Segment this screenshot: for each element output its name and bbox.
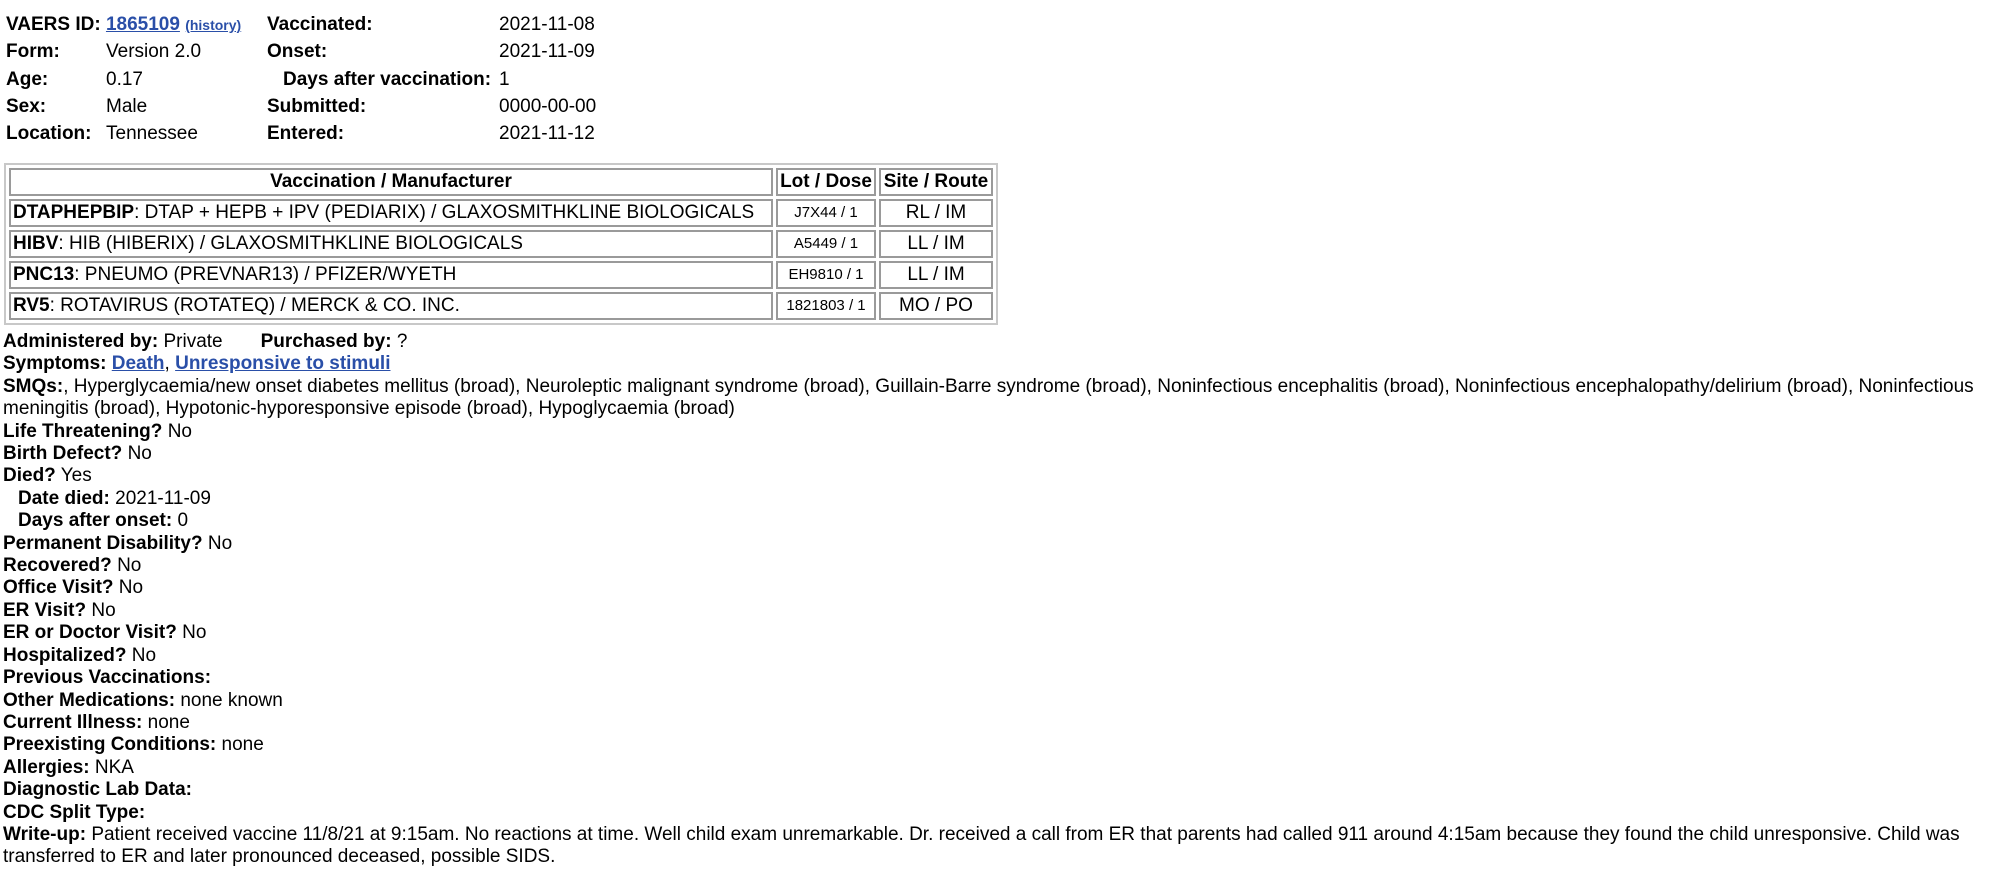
vaccination-table-header <box>9 168 993 196</box>
current-illness-line <box>3 712 1997 734</box>
onset-value: 2021-11-09 <box>499 41 595 63</box>
vaccine-code: DTAPHEPBIP <box>13 202 135 223</box>
vaccine-code: HIBV <box>13 233 59 254</box>
recovered-line <box>3 555 1997 577</box>
vaccination-row <box>9 261 993 289</box>
site-route-cell: LL / IM <box>879 261 993 289</box>
submitted-value: 0000-00-00 <box>499 95 597 117</box>
onset-label: Onset: <box>267 41 328 63</box>
vaers-id-field <box>6 11 241 39</box>
entered-value: 2021-11-12 <box>499 123 595 145</box>
permanent-disability-label: Permanent Disability? <box>3 532 203 554</box>
site-route-cell: LL / IM <box>879 230 993 258</box>
previous-vaccinations-line <box>3 667 1997 689</box>
vaccination-row <box>9 199 993 227</box>
allergies-label: Allergies: <box>3 756 90 778</box>
vaccine-code: PNC13 <box>13 264 75 285</box>
smqs-line <box>3 376 1997 421</box>
entered-label: Entered: <box>267 123 345 145</box>
col-lot-dose: Lot / Dose <box>776 168 876 196</box>
administered-value: Private <box>163 331 223 352</box>
vaccine-name-cell <box>9 230 773 258</box>
vaccine-description: : PNEUMO (PREVNAR13) / PFIZER/WYETH <box>74 264 457 285</box>
vaccination-row <box>9 292 993 320</box>
er-doctor-visit-line <box>3 622 1997 644</box>
age-value: 0.17 <box>106 68 143 90</box>
died-line <box>3 465 1997 487</box>
other-medications-label: Other Medications: <box>3 689 176 711</box>
birth-defect-label: Birth Defect? <box>3 443 123 465</box>
other-medications-value: none known <box>180 689 283 711</box>
location-label: Location: <box>6 123 92 145</box>
died-value: Yes <box>60 465 92 487</box>
vaccination-table <box>4 163 998 325</box>
vaccine-description: : DTAP + HEPB + IPV (PEDIARIX) / GLAXOSMITHKLINE BIOLOGICALS <box>134 202 755 223</box>
days-after-onset-label: Days after onset: <box>18 510 173 532</box>
purchased-label: Purchased by: <box>260 331 392 352</box>
vaccine-description: : ROTAVIRUS (ROTATEQ) / MERCK & CO. INC. <box>49 295 460 316</box>
lot-dose-cell: 1821803 / 1 <box>776 292 876 320</box>
diagnostic-lab-data-label: Diagnostic Lab Data: <box>3 779 192 801</box>
symptom-separator: , <box>164 353 170 375</box>
report-details <box>3 331 1997 869</box>
submitted-label: Submitted: <box>267 95 367 117</box>
symptoms-label: Symptoms: <box>3 353 107 375</box>
diagnostic-lab-data-line <box>3 779 1997 801</box>
days-after-onset-value: 0 <box>177 510 189 532</box>
er-doctor-visit-value: No <box>182 622 207 644</box>
write-up-line <box>3 824 1997 869</box>
preexisting-conditions-label: Preexisting Conditions: <box>3 734 217 756</box>
cdc-split-type-line <box>3 802 1997 824</box>
office-visit-value: No <box>118 577 144 599</box>
lot-dose-cell: A5449 / 1 <box>776 230 876 258</box>
recovered-label: Recovered? <box>3 555 112 577</box>
allergies-value: NKA <box>94 756 134 778</box>
symptom-link-unresponsive[interactable]: Unresponsive to stimuli <box>175 353 391 375</box>
purchased-value: ? <box>396 331 408 352</box>
symptoms-line <box>3 353 1997 375</box>
previous-vaccinations-label: Previous Vaccinations: <box>3 667 212 689</box>
write-up-label: Write-up: <box>3 823 87 845</box>
form-value: Version 2.0 <box>106 41 202 63</box>
vaers-id-label: VAERS ID: <box>6 14 101 35</box>
days-after-onset-line <box>3 510 1997 532</box>
col-site-route: Site / Route <box>879 168 993 196</box>
form-label: Form: <box>6 41 60 63</box>
vaccination-row <box>9 230 993 258</box>
date-died-line <box>3 488 1997 510</box>
current-illness-label: Current Illness: <box>3 711 143 733</box>
preexisting-conditions-value: none <box>221 734 264 756</box>
birth-defect-line <box>3 443 1997 465</box>
history-link[interactable]: (history) <box>185 17 242 33</box>
allergies-line <box>3 757 1997 779</box>
vaccine-name-cell <box>9 199 773 227</box>
hospitalized-label: Hospitalized? <box>3 644 127 666</box>
recovered-value: No <box>117 555 142 577</box>
vaers-id-link[interactable]: 1865109 <box>105 14 180 35</box>
date-died-label: Date died: <box>18 487 110 509</box>
administered-purchased-line <box>3 331 1997 353</box>
days-after-vaccination-value: 1 <box>499 68 510 90</box>
lot-dose-cell: EH9810 / 1 <box>776 261 876 289</box>
vaccine-description: : HIB (HIBERIX) / GLAXOSMITHKLINE BIOLOGICALS <box>58 233 523 254</box>
smqs-value: , Hyperglycaemia/new onset diabetes mellitus (broad), Neuroleptic malignant syndrome (broad), Guillain-Barre syndrome (broad), Noninfectious encephalitis (broad), Noninfectious encephalopathy/delirium (broad), Noninfectious meningitis (broad), Hypotonic-hyporesponsive episode (broad), Hypoglycaemia (broad) <box>3 375 1974 420</box>
write-up-value: Patient received vaccine 11/8/21 at 9:15am. No reactions at time. Well child exam unremarkable. Dr. received a call from ER that parents had called 911 around 4:15am because they found the child unresponsive. Child was transferred to ER and later pronounced deceased, possible SIDS. <box>3 823 1960 868</box>
other-medications-line <box>3 690 1997 712</box>
days-after-vaccination-label: Days after vaccination: <box>283 68 492 90</box>
date-died-value: 2021-11-09 <box>115 487 211 509</box>
er-visit-label: ER Visit? <box>3 599 87 621</box>
sex-value: Male <box>106 95 148 117</box>
life-threatening-line <box>3 421 1997 443</box>
er-doctor-visit-label: ER or Doctor Visit? <box>3 622 177 644</box>
col-vaccination-manufacturer: Vaccination / Manufacturer <box>9 168 773 196</box>
hospitalized-value: No <box>131 644 157 666</box>
died-label: Died? <box>3 465 56 487</box>
preexisting-conditions-line <box>3 734 1997 756</box>
er-visit-line <box>3 600 1997 622</box>
current-illness-value: none <box>147 711 190 733</box>
site-route-cell: MO / PO <box>879 292 993 320</box>
vaccine-name-cell <box>9 292 773 320</box>
vaccinated-label: Vaccinated: <box>267 14 373 35</box>
smqs-label: SMQs: <box>3 375 64 397</box>
hospitalized-line <box>3 645 1997 667</box>
age-label: Age: <box>6 68 49 90</box>
life-threatening-value: No <box>167 420 192 442</box>
vaccine-code: RV5 <box>13 295 50 316</box>
symptom-link-death[interactable]: Death <box>111 353 165 375</box>
administered-label: Administered by: <box>3 331 159 352</box>
birth-defect-value: No <box>127 443 152 465</box>
permanent-disability-line <box>3 533 1997 555</box>
life-threatening-label: Life Threatening? <box>3 420 163 442</box>
lot-dose-cell: J7X44 / 1 <box>776 199 876 227</box>
location-value: Tennessee <box>106 123 198 145</box>
site-route-cell: RL / IM <box>879 199 993 227</box>
vaccinated-value: 2021-11-08 <box>499 14 595 35</box>
cdc-split-type-label: CDC Split Type: <box>3 801 146 823</box>
office-visit-line <box>3 577 1997 599</box>
office-visit-label: Office Visit? <box>3 577 114 599</box>
sex-label: Sex: <box>6 95 47 117</box>
permanent-disability-value: No <box>207 532 233 554</box>
er-visit-value: No <box>91 599 116 621</box>
vaccine-name-cell <box>9 261 773 289</box>
